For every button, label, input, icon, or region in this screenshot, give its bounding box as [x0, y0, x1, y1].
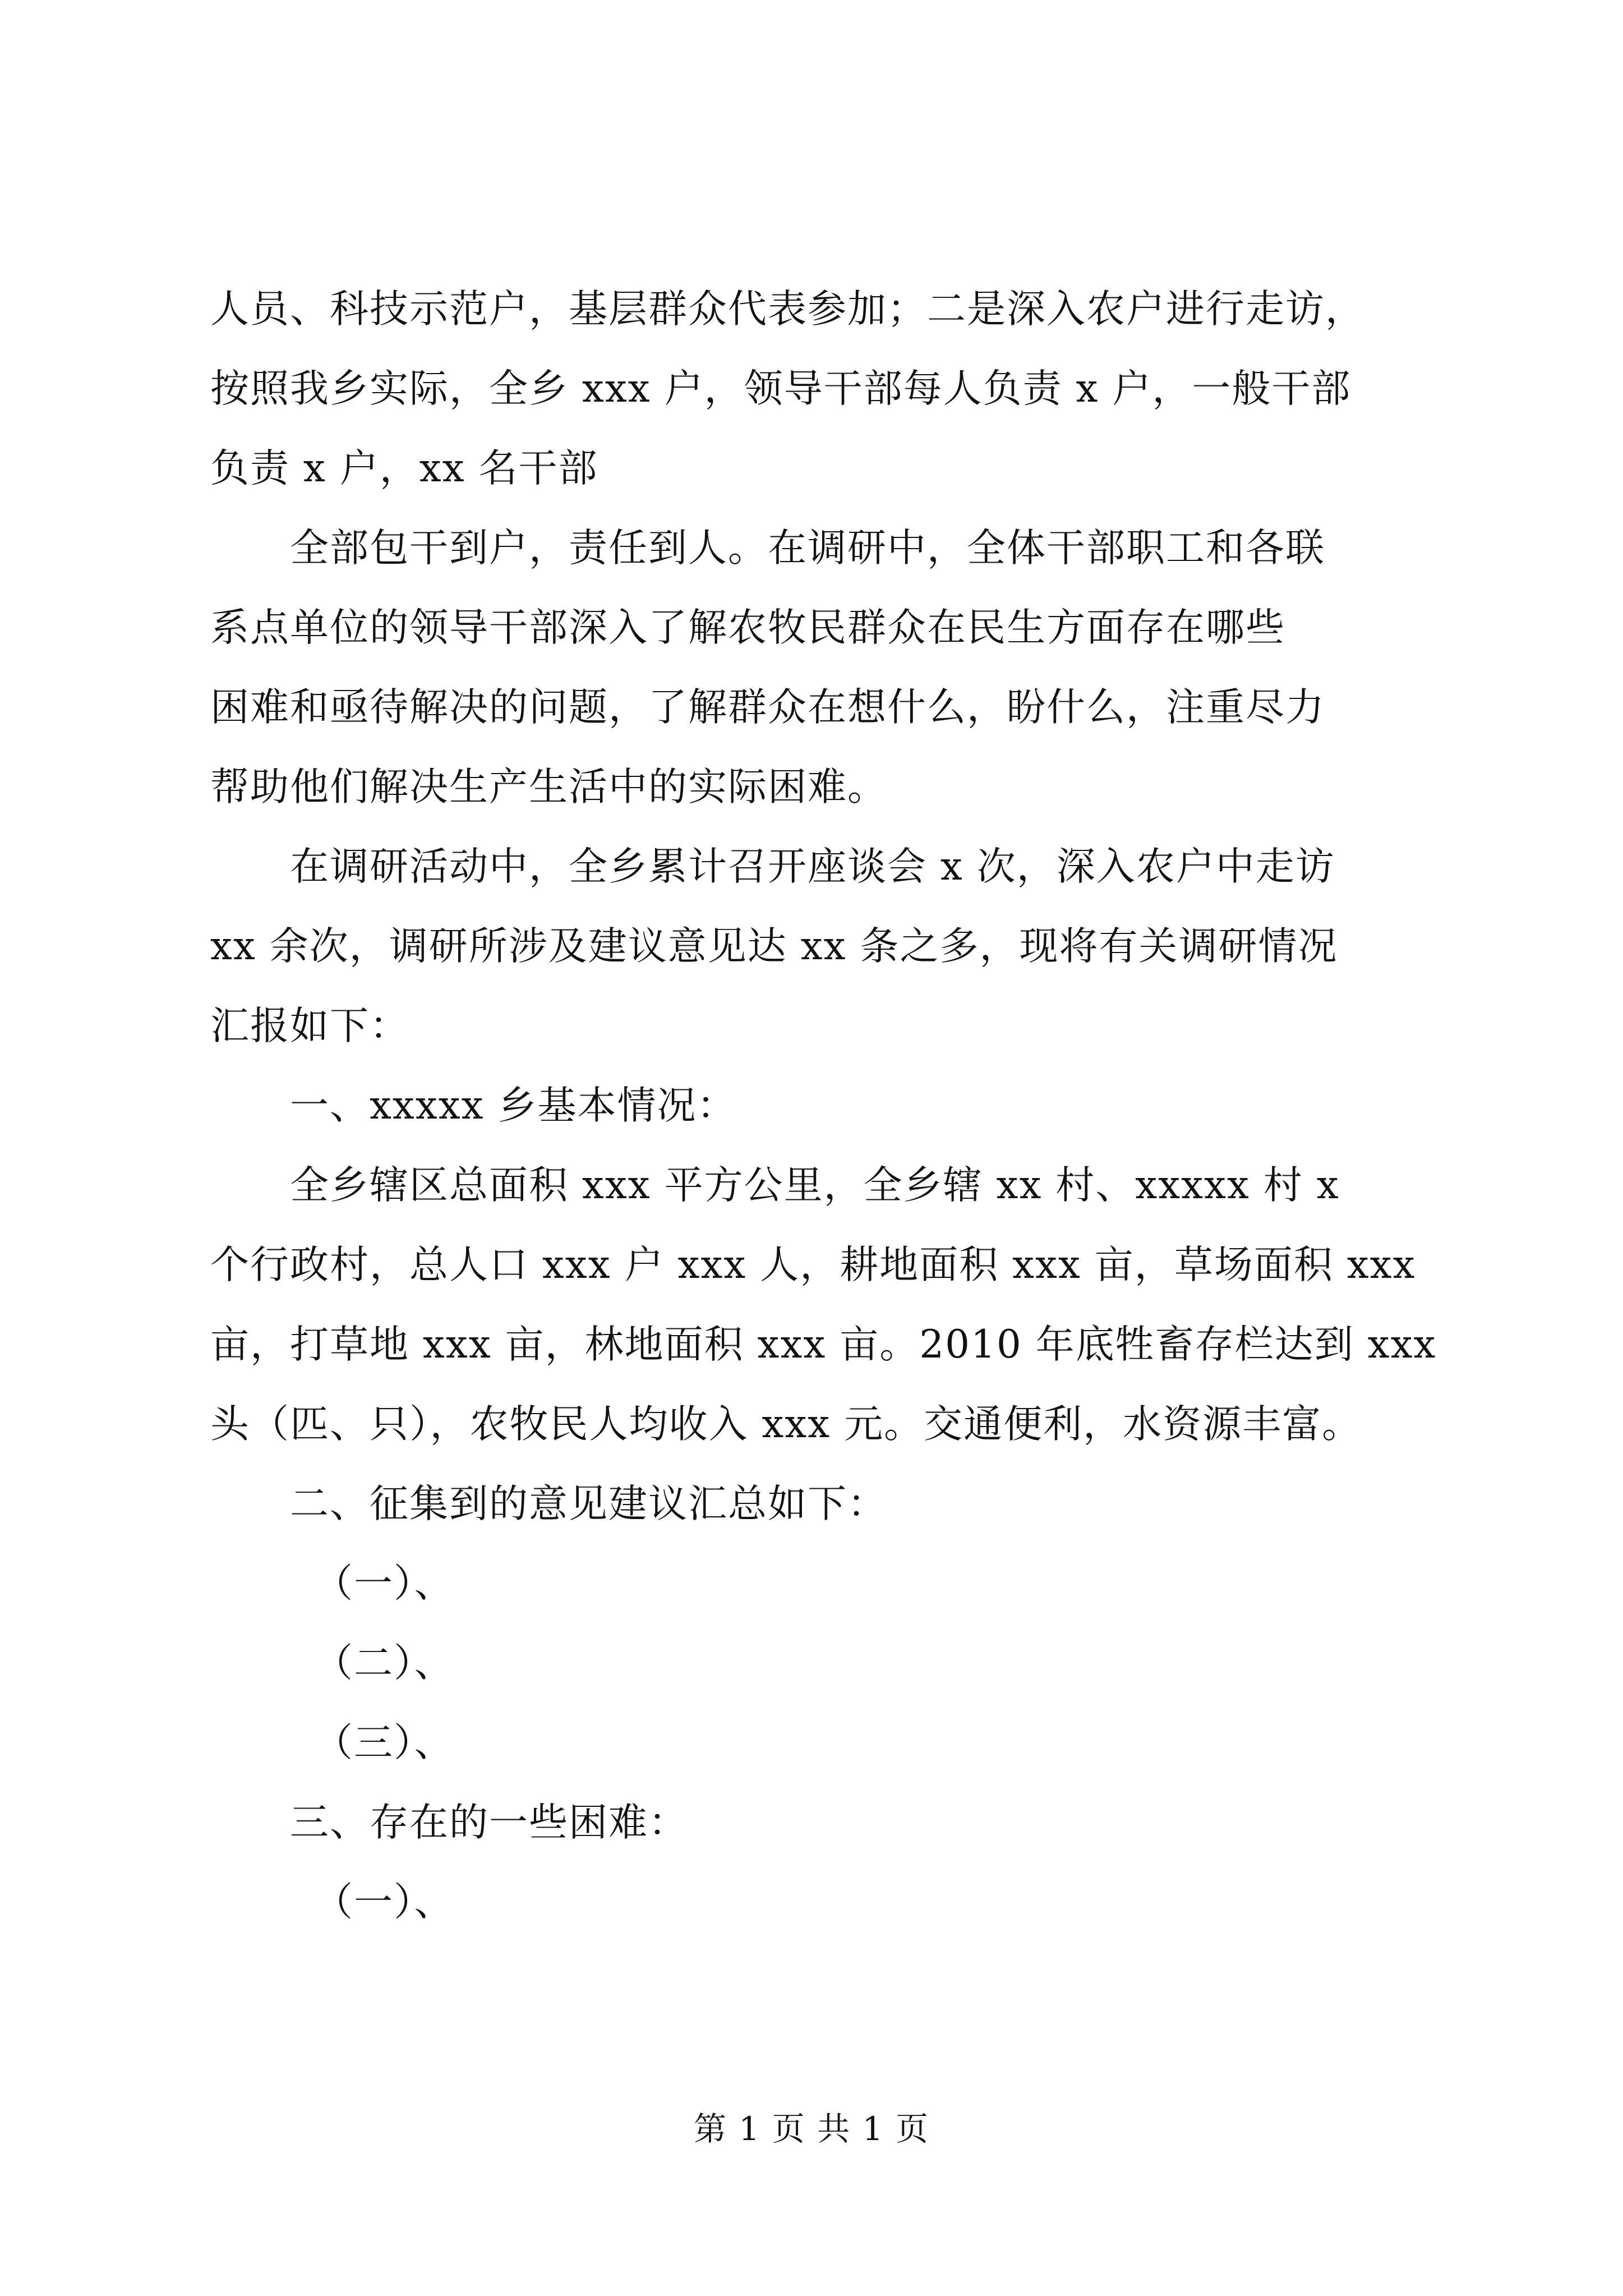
- section-heading: 二、征集到的意见建议汇总如下：: [290, 1481, 887, 1526]
- text-line: 系点单位的领导干部深入了解农牧民群众在民生方面存在哪些: [210, 605, 1285, 650]
- list-item: （三）、: [314, 1720, 454, 1765]
- list-item: （一）、: [314, 1880, 454, 1925]
- paragraph-start: 全乡辖区总面积 xxx 平方公里，全乡辖 xx 村、xxxxx 村 x: [290, 1163, 1340, 1208]
- document-body: [210, 269, 1437, 1942]
- text-line: 困难和亟待解决的问题，了解群众在想什么，盼什么，注重尽力: [210, 685, 1325, 730]
- page-footer: 第 1 页 共 1 页: [694, 2110, 929, 2148]
- paragraph-start: 在调研活动中，全乡累计召开座谈会 x 次，深入农户中走访: [290, 844, 1335, 889]
- text-line: 人员、科技示范户，基层群众代表参加；二是深入农户进行走访，: [210, 287, 1365, 332]
- text-line: 汇报如下：: [210, 1004, 409, 1048]
- list-item: （二）、: [314, 1641, 454, 1686]
- text-line: 按照我乡实际，全乡 xxx 户，领导干部每人负责 x 户，一般干部: [210, 366, 1352, 411]
- section-heading: 一、xxxxx 乡基本情况：: [290, 1083, 737, 1128]
- text-line: xx 余次，调研所涉及建议意见达 xx 条之多，现将有关调研情况: [210, 924, 1338, 969]
- text-line: 头（匹、只），农牧民人均收入 xxx 元。交通便利，水资源丰富。: [210, 1402, 1362, 1447]
- list-item: （一）、: [314, 1561, 454, 1606]
- paragraph-start: 全部包干到户，责任到人。在调研中，全体干部职工和各联: [290, 526, 1325, 570]
- text-line: 帮助他们解决生产生活中的实际困难。: [210, 765, 887, 809]
- text-line: 负责 x 户，xx 名干部: [210, 446, 598, 491]
- text-line: 亩，打草地 xxx 亩，林地面积 xxx 亩。2010 年底牲畜存栏达到 xxx: [210, 1322, 1437, 1367]
- text-line: 个行政村，总人口 xxx 户 xxx 人，耕地面积 xxx 亩，草场面积 xxx: [210, 1243, 1416, 1287]
- section-heading: 三、存在的一些困难：: [290, 1800, 688, 1845]
